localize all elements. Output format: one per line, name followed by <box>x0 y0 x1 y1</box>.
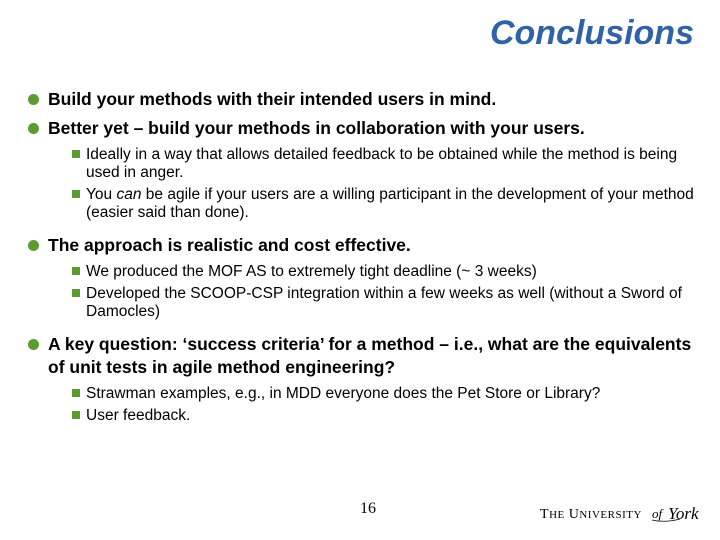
slide-title: Conclusions <box>489 14 694 52</box>
bullet-text: A key question: ‘success criteria’ for a method – i.e., what are the equivalents of unit tests in agile method engineering? <box>48 334 692 377</box>
slide-body <box>28 88 708 429</box>
bullet-text: The approach is realistic and cost effective. <box>48 235 411 255</box>
square-bullet-icon <box>72 267 80 275</box>
bullet-level2 <box>28 285 708 321</box>
square-bullet-icon <box>72 411 80 419</box>
square-bullet-icon <box>72 190 80 198</box>
square-bullet-icon <box>72 389 80 397</box>
bullet-level2 <box>28 146 708 182</box>
bullet-text-pre: You <box>86 186 117 203</box>
bullet-level2 <box>28 186 708 222</box>
circle-bullet-icon <box>28 123 39 134</box>
bullet-level1 <box>28 88 708 111</box>
square-bullet-icon <box>72 150 80 158</box>
bullet-level2 <box>28 407 708 425</box>
bullet-text: We produced the MOF AS to extremely tight deadline (~ 3 weeks) <box>86 263 537 280</box>
bullet-text: Better yet – build your methods in collaboration with your users. <box>48 118 585 138</box>
svg-text:of: of <box>652 506 663 521</box>
bullet-text-post: be agile if your users are a willing participant in the development of your method (easier said than done). <box>86 186 694 221</box>
bullet-text: Build your methods with their intended users in mind. <box>48 89 497 109</box>
bullet-text: Ideally in a way that allows detailed feedback to be obtained while the method is being used in anger. <box>86 146 678 181</box>
bullet-text: User feedback. <box>86 407 191 424</box>
bullet-text-emphasis: can <box>116 186 142 203</box>
bullet-level1 <box>28 234 708 257</box>
bullet-level2 <box>28 385 708 403</box>
page-number: 16 <box>360 500 376 517</box>
bullet-level1 <box>28 117 708 140</box>
circle-bullet-icon <box>28 339 39 350</box>
bullet-level1 <box>28 333 708 379</box>
square-bullet-icon <box>72 289 80 297</box>
bullet-text: Strawman examples, e.g., in MDD everyone does the Pet Store or Library? <box>86 385 601 402</box>
circle-bullet-icon <box>28 240 39 251</box>
university-logo <box>540 500 712 526</box>
circle-bullet-icon <box>28 94 39 105</box>
university-logo-icon <box>540 500 712 526</box>
bullet-level2 <box>28 263 708 281</box>
svg-text:York: York <box>668 504 699 523</box>
svg-text:THE UNIVERSITY: THE UNIVERSITY <box>540 507 642 522</box>
bullet-text: Developed the SCOOP-CSP integration within a few weeks as well (without a Sword of Damocles) <box>86 285 682 320</box>
